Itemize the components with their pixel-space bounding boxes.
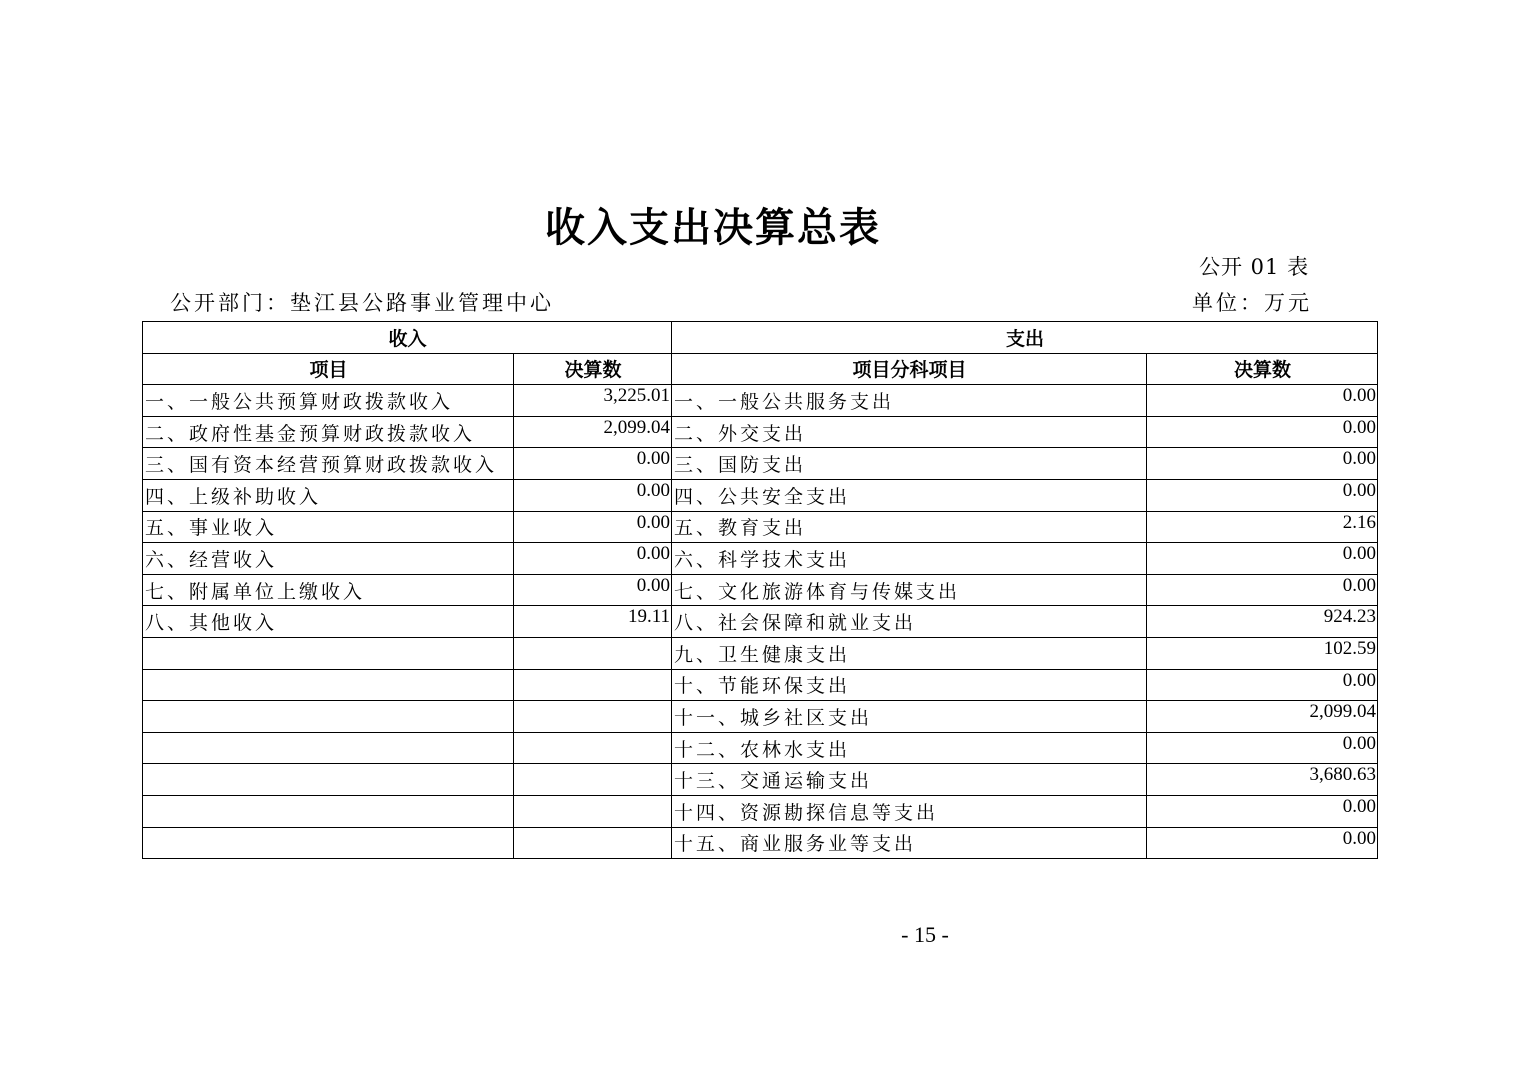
expense-amount-cell: 0.00 — [1147, 416, 1378, 448]
page-title: 收入支出决算总表 — [545, 205, 881, 251]
expense-item-cell: 十四、资源勘探信息等支出 — [672, 795, 1147, 827]
table-row — [143, 732, 1378, 764]
income-amount-cell: 0.00 — [514, 448, 672, 480]
expense-amount-cell: 0.00 — [1147, 448, 1378, 480]
income-item-cell — [143, 795, 514, 827]
expense-item-cell: 五、教育支出 — [672, 511, 1147, 543]
table-row — [143, 764, 1378, 796]
income-item-cell: 八、其他收入 — [143, 606, 514, 638]
expense-item-cell: 十五、商业服务业等支出 — [672, 827, 1147, 859]
income-amount-cell — [514, 795, 672, 827]
expense-amount-cell: 0.00 — [1147, 732, 1378, 764]
income-amount-cell — [514, 669, 672, 701]
expense-amount-cell: 0.00 — [1147, 385, 1378, 417]
income-amount-cell: 0.00 — [514, 479, 672, 511]
income-amount-cell: 2,099.04 — [514, 416, 672, 448]
table-row — [143, 795, 1378, 827]
income-item-cell: 五、事业收入 — [143, 511, 514, 543]
expense-item-cell: 十、节能环保支出 — [672, 669, 1147, 701]
expense-item-header: 项目分科项目 — [672, 353, 1147, 385]
income-item-cell — [143, 637, 514, 669]
table-row — [143, 669, 1378, 701]
income-header: 收入 — [143, 322, 672, 354]
income-item-cell: 三、国有资本经营预算财政拨款收入 — [143, 448, 514, 480]
income-amount-cell — [514, 637, 672, 669]
table-row — [143, 637, 1378, 669]
table-body — [143, 385, 1378, 859]
department-label: 公开部门：垫江县公路事业管理中心 — [170, 291, 554, 315]
income-item-cell: 一、一般公共预算财政拨款收入 — [143, 385, 514, 417]
table-row — [143, 448, 1378, 480]
table-group-header-row — [143, 322, 1378, 354]
table-row — [143, 827, 1378, 859]
income-item-cell: 七、附属单位上缴收入 — [143, 574, 514, 606]
income-amount-cell — [514, 764, 672, 796]
expense-amount-cell: 924.23 — [1147, 606, 1378, 638]
expense-amount-cell: 0.00 — [1147, 795, 1378, 827]
expense-amount-cell: 102.59 — [1147, 637, 1378, 669]
page-number: - 15 - — [901, 922, 949, 947]
unit-label: 单位：万元 — [1192, 291, 1312, 315]
income-item-cell — [143, 669, 514, 701]
expense-amount-cell: 0.00 — [1147, 669, 1378, 701]
income-item-cell — [143, 701, 514, 733]
income-amount-cell — [514, 701, 672, 733]
table-column-header-row — [143, 353, 1378, 385]
income-amount-header: 决算数 — [514, 353, 672, 385]
income-amount-cell: 0.00 — [514, 574, 672, 606]
table-row — [143, 606, 1378, 638]
table-row — [143, 701, 1378, 733]
expense-amount-cell: 0.00 — [1147, 574, 1378, 606]
income-item-cell — [143, 732, 514, 764]
expense-amount-cell: 2,099.04 — [1147, 701, 1378, 733]
expense-item-cell: 七、文化旅游体育与传媒支出 — [672, 574, 1147, 606]
form-number: 公开 01 表 — [1199, 255, 1310, 279]
expense-item-cell: 四、公共安全支出 — [672, 479, 1147, 511]
income-amount-cell — [514, 732, 672, 764]
expense-amount-cell: 0.00 — [1147, 479, 1378, 511]
expense-item-cell: 九、卫生健康支出 — [672, 637, 1147, 669]
expense-item-cell: 二、外交支出 — [672, 416, 1147, 448]
income-item-cell — [143, 764, 514, 796]
income-expense-table — [142, 321, 1378, 859]
income-item-header: 项目 — [143, 353, 514, 385]
expense-amount-cell: 0.00 — [1147, 827, 1378, 859]
expense-item-cell: 一、一般公共服务支出 — [672, 385, 1147, 417]
income-item-cell: 二、政府性基金预算财政拨款收入 — [143, 416, 514, 448]
expense-amount-cell: 3,680.63 — [1147, 764, 1378, 796]
expense-amount-cell: 0.00 — [1147, 543, 1378, 575]
expense-item-cell: 八、社会保障和就业支出 — [672, 606, 1147, 638]
table-row — [143, 511, 1378, 543]
income-item-cell: 六、经营收入 — [143, 543, 514, 575]
expense-item-cell: 十二、农林水支出 — [672, 732, 1147, 764]
income-amount-cell: 19.11 — [514, 606, 672, 638]
income-item-cell — [143, 827, 514, 859]
expense-header: 支出 — [672, 322, 1378, 354]
income-amount-cell: 0.00 — [514, 511, 672, 543]
expense-item-cell: 三、国防支出 — [672, 448, 1147, 480]
expense-amount-cell: 2.16 — [1147, 511, 1378, 543]
table-row — [143, 543, 1378, 575]
income-amount-cell: 3,225.01 — [514, 385, 672, 417]
expense-item-cell: 十三、交通运输支出 — [672, 764, 1147, 796]
income-amount-cell: 0.00 — [514, 543, 672, 575]
income-item-cell: 四、上级补助收入 — [143, 479, 514, 511]
expense-item-cell: 六、科学技术支出 — [672, 543, 1147, 575]
expense-amount-header: 决算数 — [1147, 353, 1378, 385]
table-row — [143, 479, 1378, 511]
income-amount-cell — [514, 827, 672, 859]
table-row — [143, 385, 1378, 417]
table-row — [143, 574, 1378, 606]
expense-item-cell: 十一、城乡社区支出 — [672, 701, 1147, 733]
table-row — [143, 416, 1378, 448]
